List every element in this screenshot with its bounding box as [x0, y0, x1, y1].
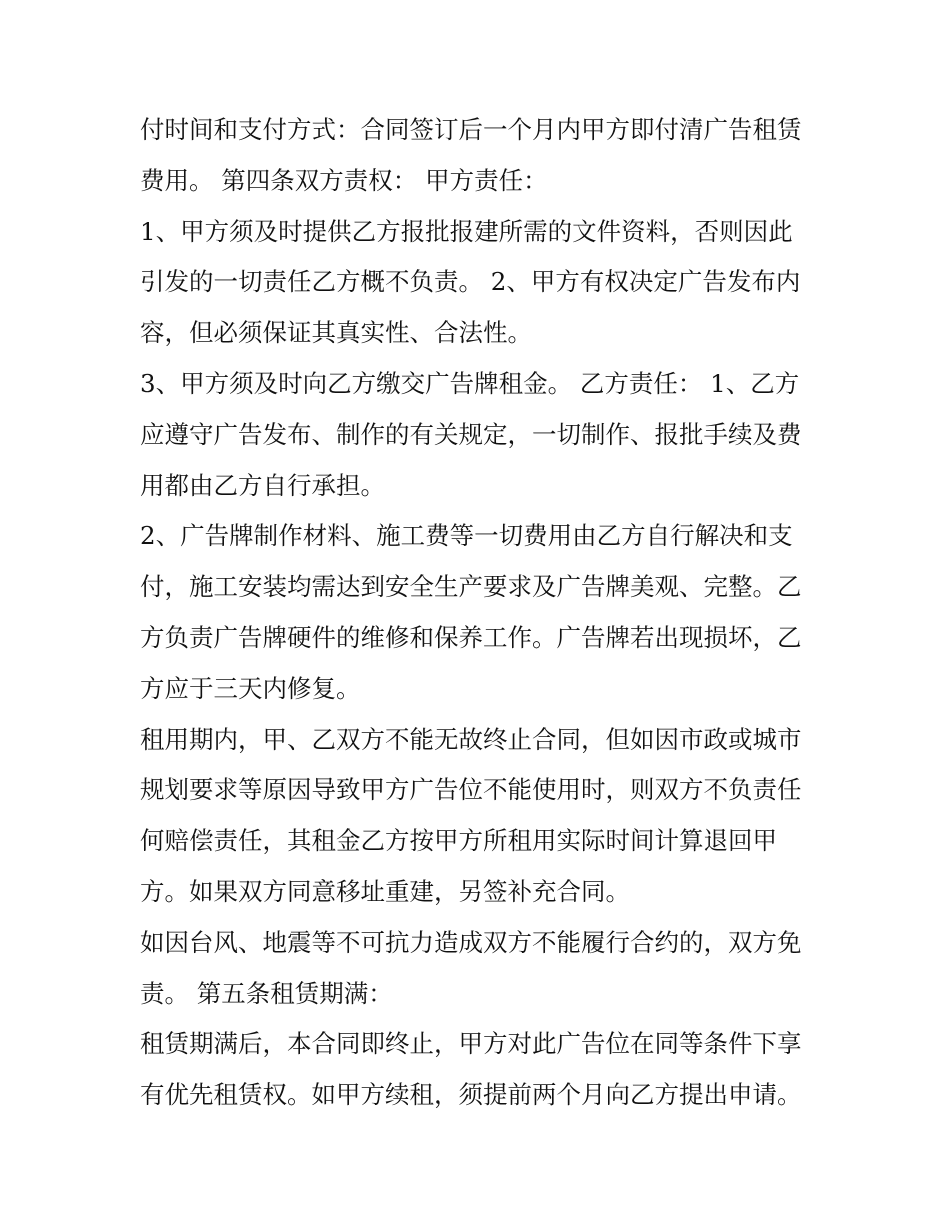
text-line: 责。 第五条租赁期满： — [140, 978, 393, 1008]
text-line: 方负责广告牌硬件的维修和保养工作。广告牌若出现损坏，乙 — [140, 622, 802, 652]
text-line: 如因台风、地震等不可抗力造成双方不能履行合约的，双方免 — [140, 927, 802, 957]
text-line: 引发的一切责任乙方概不负责。 2、甲方有权决定广告发布内 — [140, 267, 801, 297]
text-line: 应遵守广告发布、制作的有关规定，一切制作、报批手续及费 — [140, 419, 802, 449]
text-line: 有优先租赁权。如甲方续租，须提前两个月向乙方提出申请。 — [140, 1080, 802, 1110]
text-line: 2、广告牌制作材料、施工费等一切费用由乙方自行解决和支 — [140, 521, 793, 551]
text-line: 3、甲方须及时向乙方缴交广告牌租金。 乙方责任： 1、乙方 — [140, 368, 800, 398]
text-line: 付时间和支付方式：合同签订后一个月内甲方即付清广告租赁 — [140, 115, 802, 144]
text-line: 规划要求等原因导致甲方广告位不能使用时，则双方不负责任 — [140, 775, 802, 805]
document-page — [140, 105, 820, 1121]
text-line: 租赁期满后，本合同即终止，甲方对此广告位在同等条件下享 — [140, 1029, 802, 1059]
text-line: 用都由乙方自行承担。 — [140, 470, 385, 500]
text-line: 方。如果双方同意移址重建，另签补充合同。 — [140, 876, 630, 906]
text-line: 容，但必须保证其真实性、合法性。 — [140, 318, 532, 348]
text-line: 付，施工安装均需达到安全生产要求及广告牌美观、完整。乙 — [140, 572, 802, 602]
text-line: 费用。 第四条双方责权： 甲方责任： — [140, 165, 548, 195]
text-line: 租用期内，甲、乙双方不能无故终止合同，但如因市政或城市 — [140, 724, 802, 754]
text-line: 何赔偿责任，其租金乙方按甲方所租用实际时间计算退回甲 — [140, 826, 777, 856]
text-line: 1、甲方须及时提供乙方报批报建所需的文件资料，否则因此 — [140, 216, 793, 246]
text-line: 方应于三天内修复。 — [140, 673, 361, 703]
